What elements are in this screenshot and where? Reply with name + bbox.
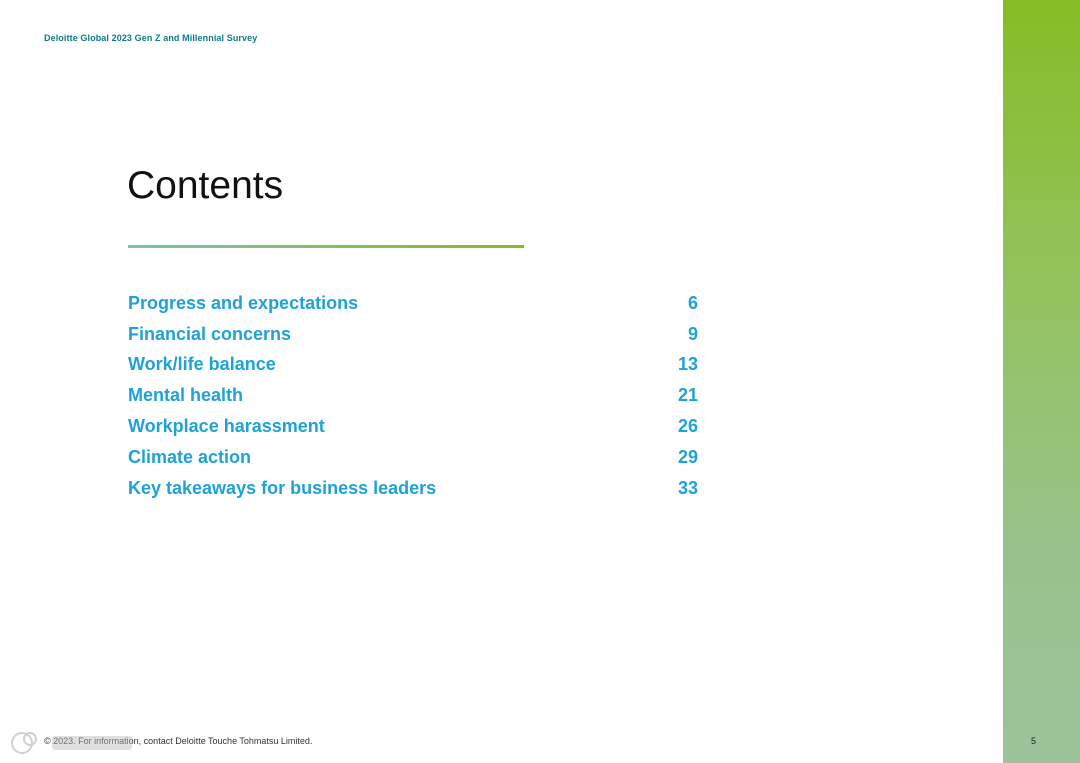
heading-divider: [128, 245, 524, 248]
toc-item-label: Work/life balance: [128, 354, 276, 375]
toc-item-page: 6: [687, 292, 698, 313]
toc-item-mental-health[interactable]: [128, 380, 698, 411]
toc-item-label: Financial concerns: [128, 323, 292, 344]
toc-item-takeaways[interactable]: [128, 473, 698, 504]
toc-item-financial[interactable]: [128, 319, 698, 350]
toc-item-page: 21: [677, 385, 698, 406]
toc-item-page: 26: [677, 416, 698, 437]
toc-item-page: 13: [677, 354, 698, 375]
toc-item-label: Climate action: [128, 446, 252, 467]
toc-item-work-life[interactable]: [128, 350, 698, 381]
toc-item-label: Progress and expectations: [128, 292, 359, 313]
toc-item-page: 33: [677, 477, 698, 498]
toc-item-label: Mental health: [128, 385, 244, 406]
document-header-title: Deloitte Global 2023 Gen Z and Millennial Survey: [44, 33, 258, 43]
copyright-footer: © 2023. For information, contact Deloitte Touche Tohmatsu Limited.: [44, 736, 313, 746]
toc-item-label: Workplace harassment: [128, 416, 325, 437]
toc-item-page: 29: [677, 446, 698, 467]
toc-item-page: 9: [687, 323, 698, 344]
toc-item-progress[interactable]: [128, 288, 698, 319]
toc-item-label: Key takeaways for business leaders: [128, 477, 437, 498]
page-title: Contents: [127, 164, 284, 207]
toc-item-harassment[interactable]: [128, 411, 698, 442]
watermark-icon: [8, 728, 138, 758]
brand-side-band: [1003, 0, 1080, 763]
page-number: 5: [1031, 736, 1037, 746]
table-of-contents: [128, 288, 698, 504]
toc-item-climate[interactable]: [128, 442, 698, 473]
